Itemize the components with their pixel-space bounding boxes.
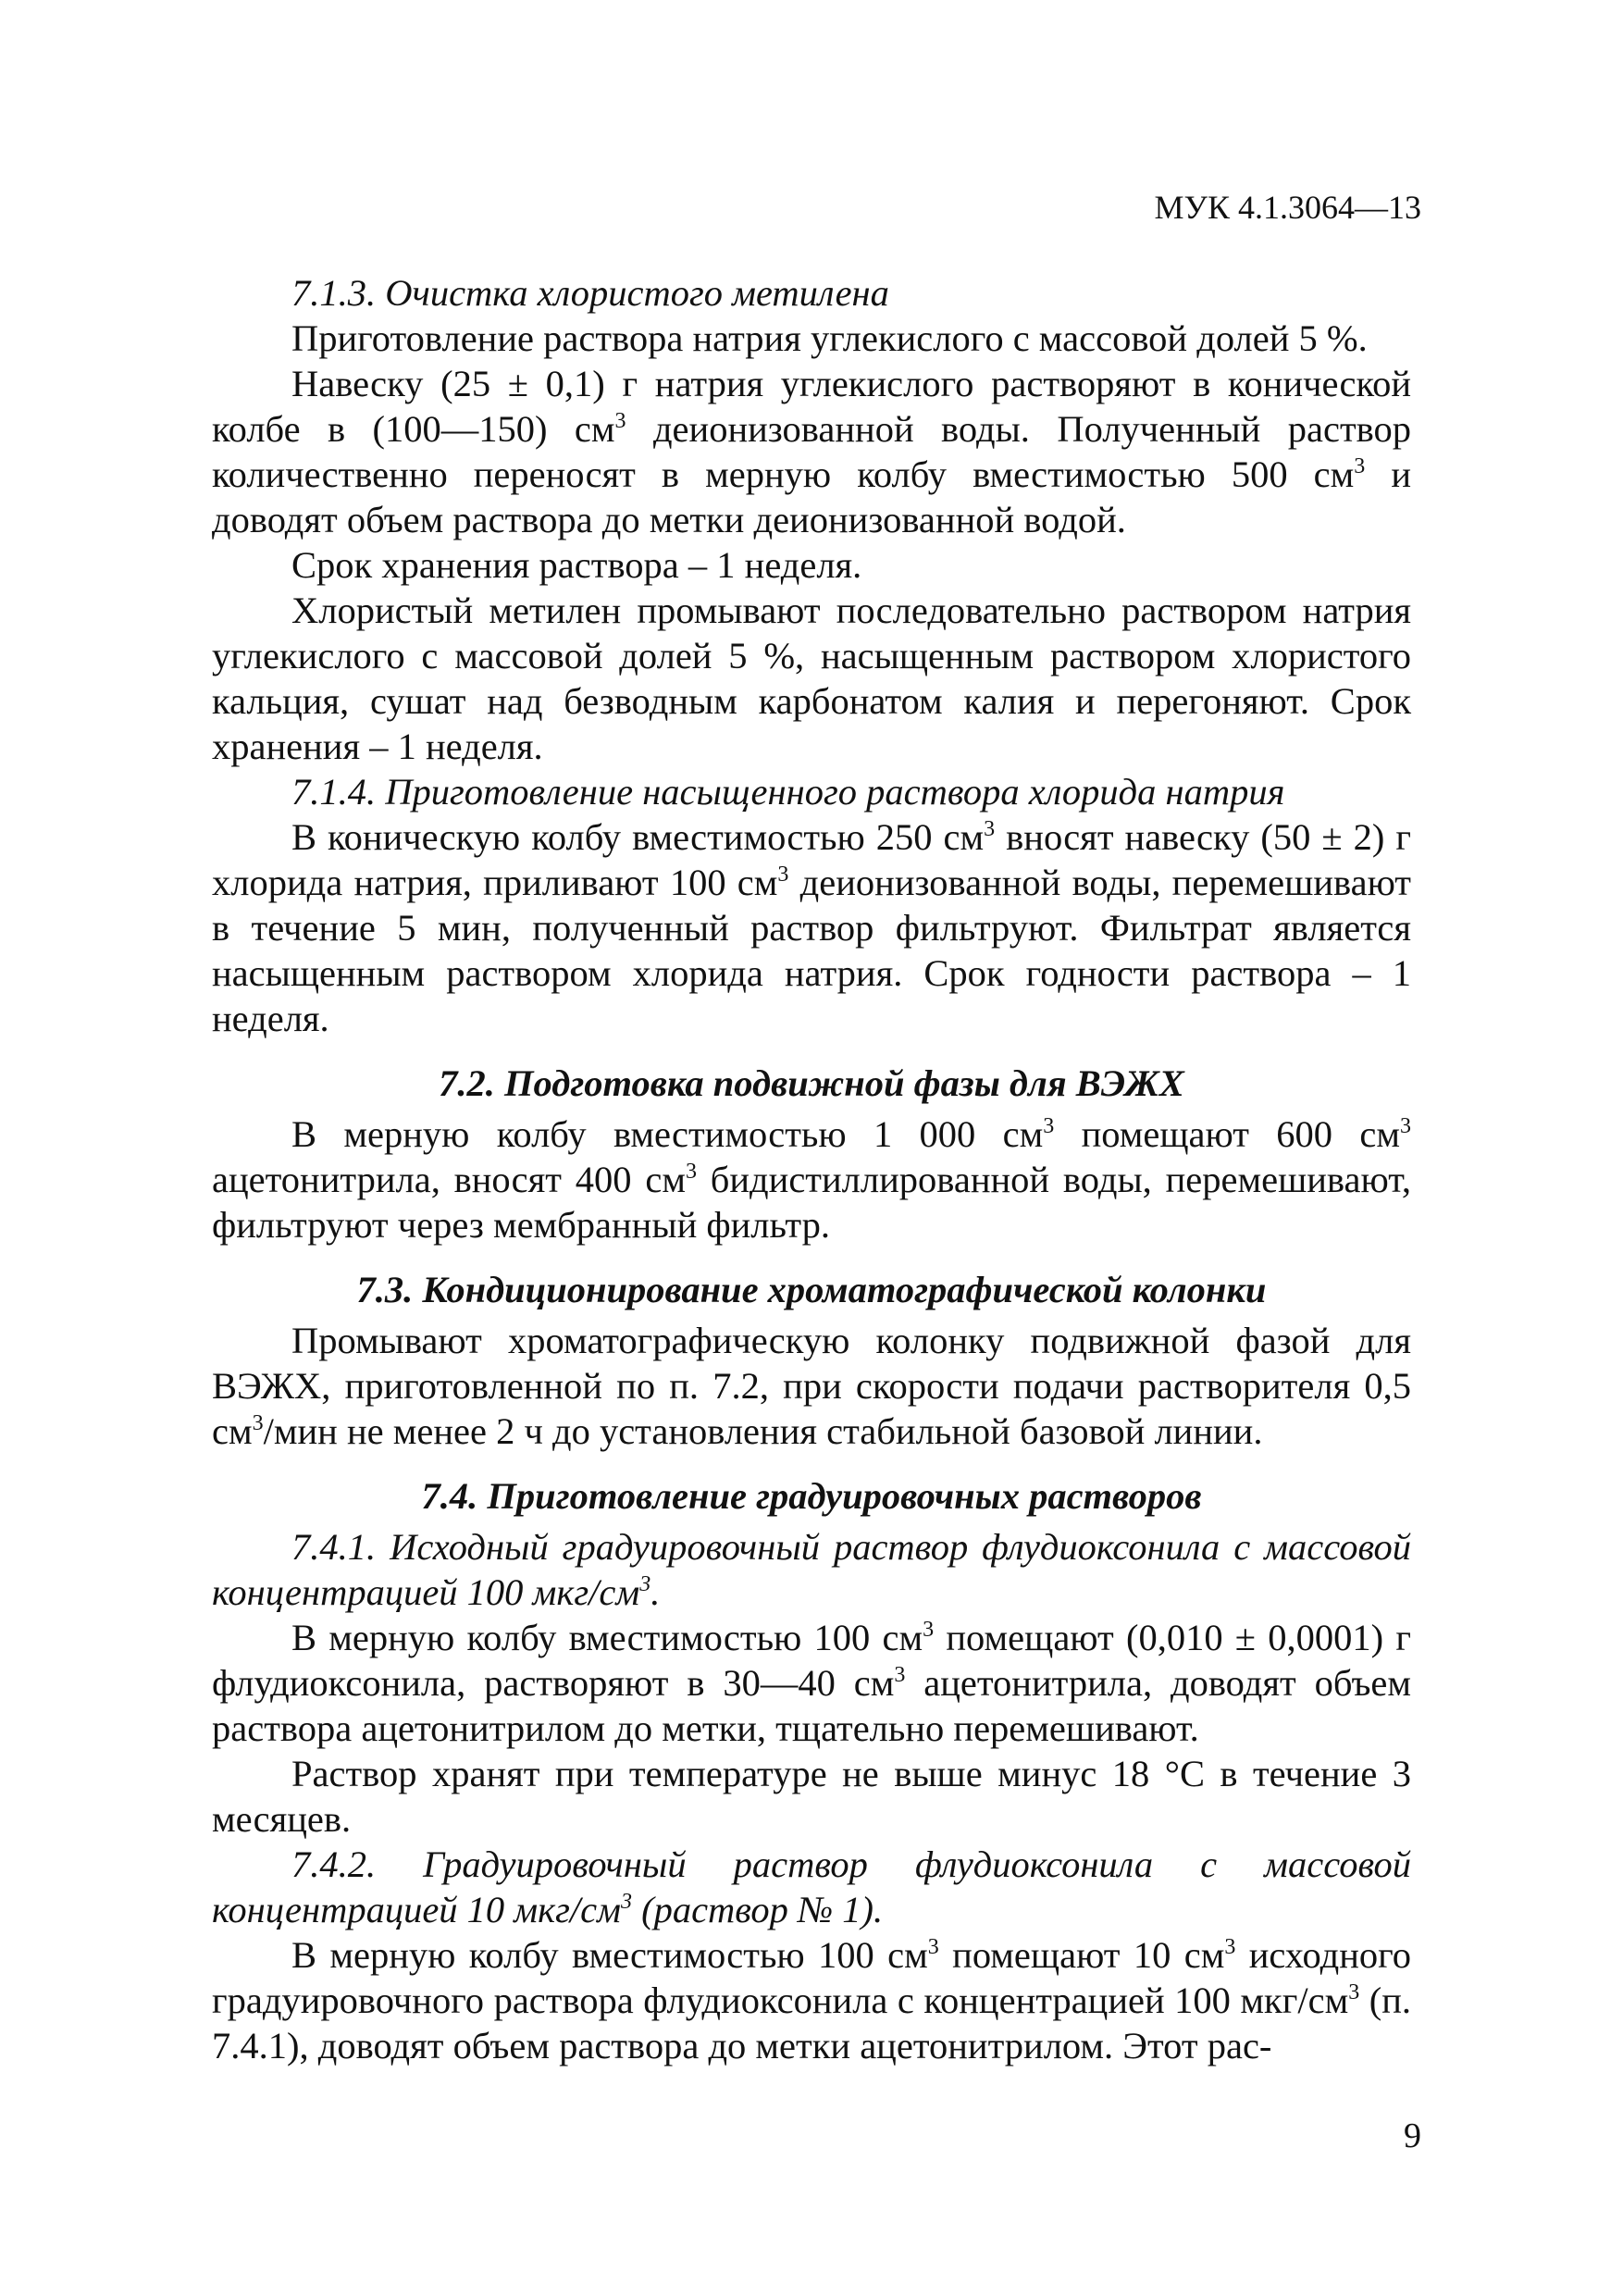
- paragraph: Раствор хранят при температуре не выше минус 18 °С в течение 3 месяцев.: [212, 1753, 1411, 1840]
- text-run: 7.4.2. Градуировочный раствор флудиоксонила с массовой концентрацией 10 мкг/см: [212, 1843, 1411, 1930]
- superscript: 3: [252, 1411, 264, 1435]
- subsection-title-7-4-1: [212, 1524, 1411, 1615]
- paragraph: Хлористый метилен промывают последовательно раствором натрия углекислого с массовой долей 5 %, насыщенным раствором хлористого кальция, сушат над безводным карбонатом калия и перегоняют. Срок хранения – 1 неделя.: [212, 590, 1411, 767]
- superscript: 3: [1400, 1114, 1411, 1138]
- document-body: [212, 270, 1411, 2068]
- paragraph: Приготовление раствора натрия углекислого с массовой долей 5 %.: [291, 317, 1368, 359]
- text-run: и доводят объем раствора до метки деионизованной водой.: [212, 453, 1411, 540]
- text-run: (п. 7.4.1), доводят объем раствора до метки ацетонитрилом. Этот рас-: [212, 1980, 1411, 2066]
- section-heading-7-4: 7.4. Приготовление градуировочных растворов: [421, 1475, 1202, 1517]
- superscript: 3: [685, 1160, 697, 1184]
- text-run: В мерную колбу вместимостью 100 см: [291, 1617, 923, 1658]
- text-run: деионизованной воды. Полученный раствор количественно переносят в мерную колбу вместимостью 500 см: [212, 408, 1411, 495]
- page-number: 9: [1404, 2116, 1421, 2155]
- text-run: помещают (0,010 ± 0,0001) г флудиоксонила, растворяют в 30—40 см: [212, 1617, 1411, 1704]
- text-run: ацетонитрила, вносят 400 см: [212, 1159, 686, 1200]
- text-run: ацетонитрила, доводят объем раствора ацетонитрилом до метки, тщательно перемешивают.: [212, 1662, 1411, 1749]
- superscript: 3: [1043, 1114, 1055, 1138]
- superscript: 3: [923, 1618, 935, 1642]
- superscript: 3: [1348, 1980, 1360, 2004]
- section-heading-7-2: 7.2. Подготовка подвижной фазы для ВЭЖХ: [439, 1062, 1184, 1104]
- superscript: 3: [927, 1935, 939, 1959]
- paragraph: [212, 814, 1411, 1041]
- text-run: вносят навеску (50 ± 2) г хлорида натрия, приливают 100 см: [212, 816, 1411, 903]
- paragraph: Срок хранения раствора – 1 неделя.: [291, 544, 862, 586]
- paragraph: [212, 1111, 1411, 1247]
- paragraph: [212, 361, 1411, 542]
- superscript: 3: [1354, 454, 1366, 478]
- text-run: помещают 600 см: [1054, 1113, 1400, 1155]
- text-run: Навеску (25 ± 0,1) г натрия углекислого растворяют в конической колбе в (100—150) см: [212, 363, 1411, 450]
- superscript: 3: [639, 1572, 651, 1596]
- superscript: 3: [777, 863, 789, 887]
- text-run: 7.4.1. Исходный градуировочный раствор флудиоксонила с массовой концентрацией 100 мкг/см: [212, 1526, 1411, 1613]
- superscript: 3: [984, 817, 996, 841]
- text-run: В коническую колбу вместимостью 250 см: [291, 816, 985, 858]
- text-run: исходного градуировочного раствора флудиоксонила с концентрацией 100 мкг/см: [212, 1934, 1411, 2021]
- text-run: В мерную колбу вместимостью 100 см: [291, 1934, 928, 1976]
- subsection-title-7-1-3: 7.1.3. Очистка хлористого метилена: [291, 272, 889, 314]
- superscript: 3: [1224, 1935, 1236, 1959]
- paragraph: [212, 1318, 1411, 1454]
- subsection-title-7-1-4: 7.1.4. Приготовление насыщенного раствора хлорида натрия: [291, 771, 1285, 813]
- superscript: 3: [614, 409, 626, 433]
- paragraph: [212, 1932, 1411, 2068]
- superscript: 3: [620, 1890, 632, 1914]
- paragraph: [212, 1615, 1411, 1751]
- text-run: В мерную колбу вместимостью 1 000 см: [291, 1113, 1044, 1155]
- subsection-title-7-4-2: [212, 1842, 1411, 1932]
- text-run: /мин не менее 2 ч до установления стабильной базовой линии.: [263, 1410, 1263, 1452]
- text-run: деионизованной воды, перемешивают в течение 5 мин, полученный раствор фильтруют. Фильтрат является насыщенным раствором хлорида натрия. Срок годности раствора – 1 неделя.: [212, 862, 1411, 1039]
- superscript: 3: [894, 1663, 906, 1687]
- section-heading-7-3: 7.3. Кондиционирование хроматографической колонки: [356, 1269, 1267, 1310]
- document-code-header: МУК 4.1.3064—13: [1154, 189, 1421, 226]
- text-run: (раствор № 1).: [631, 1889, 884, 1930]
- text-run: .: [650, 1571, 661, 1613]
- text-run: Промывают хроматографическую колонку подвижной фазой для ВЭЖХ, приготовленной по п. 7.2, при скорости подачи растворителя 0,5 см: [212, 1320, 1411, 1452]
- text-run: помещают 10 см: [938, 1934, 1225, 1976]
- text-run: бидистиллированной воды, перемешивают, фильтруют через мембранный фильтр.: [212, 1159, 1411, 1246]
